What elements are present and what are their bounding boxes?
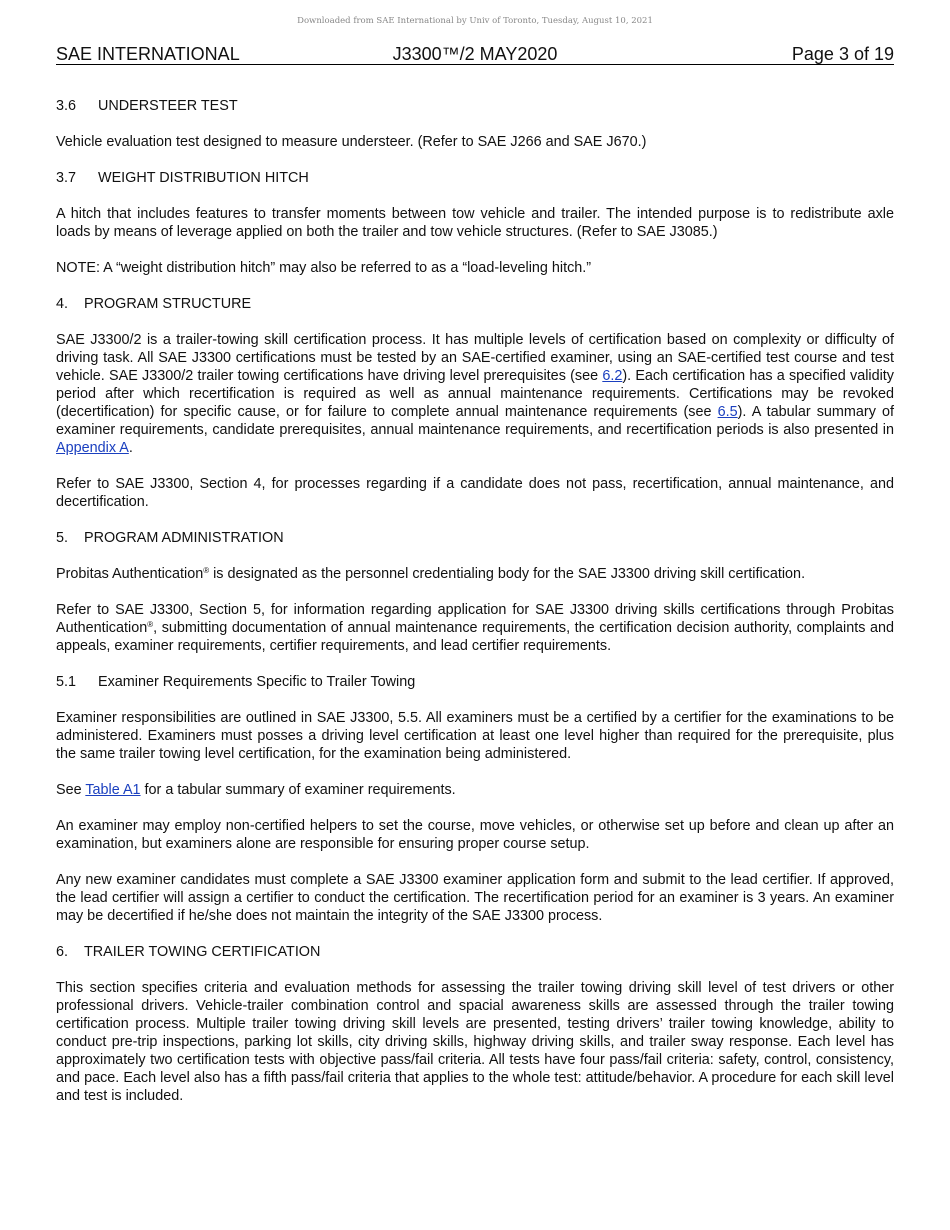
text-run: is designated as the personnel credentialing body for the SAE J3300 driving skill certification. bbox=[209, 566, 806, 582]
section-6-heading bbox=[56, 943, 894, 961]
page-number: Page 3 of 19 bbox=[791, 44, 894, 64]
section-number: 5.1 bbox=[56, 674, 77, 690]
section-number: 5. bbox=[56, 530, 69, 546]
registered-mark: ® bbox=[147, 620, 154, 629]
section-title: TRAILER TOWING CERTIFICATION bbox=[84, 944, 321, 960]
link-section-6-5[interactable]: 6.5 bbox=[717, 404, 738, 420]
text-run: Refer to SAE J3300, Section 5, for information regarding application for SAE J3300 driving skills certifications through Probitas Authentication bbox=[56, 602, 894, 636]
text-run: for a tabular summary of examiner requirements. bbox=[140, 782, 456, 798]
section-title: Examiner Requirements Specific to Trailer Towing bbox=[98, 674, 416, 690]
link-appendix-a[interactable]: Appendix A bbox=[56, 440, 129, 456]
section-number: 3.7 bbox=[56, 170, 77, 186]
section-title: WEIGHT DISTRIBUTION HITCH bbox=[98, 170, 309, 186]
section-4-paragraph-2: Refer to SAE J3300, Section 4, for processes regarding if a candidate does not pass, recertification, annual maintenance, and decertification. bbox=[56, 476, 894, 510]
text-run: , submitting documentation of annual maintenance requirements, the certification decision authority, complaints and appeals, examiner requirements, certifier requirements, and lead certifier requirements. bbox=[56, 620, 894, 654]
registered-mark: ® bbox=[203, 566, 210, 575]
organization-name: SAE INTERNATIONAL bbox=[56, 44, 240, 64]
section-4-heading bbox=[56, 295, 894, 313]
section-5-paragraph-2 bbox=[56, 601, 894, 655]
document-id: J3300™/2 MAY2020 bbox=[392, 44, 558, 64]
download-watermark: Downloaded from SAE International by Univ of Toronto, Tuesday, August 10, 2021 bbox=[297, 16, 653, 26]
section-title: PROGRAM ADMINISTRATION bbox=[84, 530, 284, 546]
text-run: SAE J3300/2 is a trailer-towing skill certification process. It has multiple levels of certification based on complexity or difficulty of driving task. All SAE J3300 certifications must be tested by an SAE-certified examiner, using an SAE-certified test course and test vehicle. SAE J3300/2 trailer towing certifications have driving level prerequisites (see bbox=[56, 332, 894, 384]
section-number: 6. bbox=[56, 944, 69, 960]
section-5-1-paragraph-2 bbox=[56, 781, 894, 799]
section-number: 4. bbox=[56, 296, 69, 312]
text-run: . bbox=[128, 440, 133, 456]
section-5-1-paragraph-1: Examiner responsibilities are outlined in SAE J3300, 5.5. All examiners must be a certified by a certifier for the examinations to be administered. Examiners must posses a driving level certification at least one level higher than required for the prerequisite, plus the same trailer towing level certification, for the examination being administered. bbox=[56, 710, 894, 762]
section-3-7-heading bbox=[56, 169, 894, 187]
link-table-a1[interactable]: Table A1 bbox=[85, 782, 141, 798]
section-5-1-paragraph-3: An examiner may employ non-certified helpers to set the course, move vehicles, or otherwise set up before and clean up after an examination, but examiners alone are responsible for ensuring proper course setup. bbox=[56, 818, 894, 852]
section-3-7-note: NOTE: A “weight distribution hitch” may also be referred to as a “load-leveling hitch.” bbox=[56, 260, 592, 276]
section-5-1-heading bbox=[56, 673, 894, 691]
text-run: Probitas Authentication bbox=[56, 566, 204, 582]
document-body bbox=[56, 97, 894, 1123]
section-3-6-paragraph: Vehicle evaluation test designed to measure understeer. (Refer to SAE J266 and SAE J670.) bbox=[56, 134, 647, 150]
text-run: ). A tabular summary of examiner requirements, candidate prerequisites, annual maintenance requirements, and recertification periods is also presented in bbox=[56, 404, 894, 438]
text-run: See bbox=[56, 782, 86, 798]
section-5-paragraph-1 bbox=[56, 565, 894, 583]
section-title: PROGRAM STRUCTURE bbox=[84, 296, 252, 312]
section-5-1-paragraph-4: Any new examiner candidates must complete a SAE J3300 examiner application form and submit to the lead certifier. If approved, the lead certifier will assign a certifier to conduct the certification. The recertification period for an examiner is 3 years. An examiner may be decertified if he/she does not maintain the integrity of the SAE J3300 process. bbox=[56, 872, 894, 924]
text-run: ). Each certification has a specified validity period after which recertification is required as well as annual maintenance requirements. Certifications may be revoked (decertification) for specific cause, or for failure to complete annual maintenance requirements (see bbox=[56, 368, 894, 420]
section-number: 3.6 bbox=[56, 98, 77, 114]
section-4-paragraph-1 bbox=[56, 331, 894, 457]
section-3-7-paragraph: A hitch that includes features to transfer moments between tow vehicle and trailer. The intended purpose is to redistribute axle loads by means of leverage applied on both the trailer and tow vehicle structures. (Refer to SAE J3085.) bbox=[56, 206, 894, 240]
link-section-6-2[interactable]: 6.2 bbox=[602, 368, 623, 384]
section-3-6-heading bbox=[56, 97, 894, 115]
page-header bbox=[56, 44, 894, 65]
section-5-heading bbox=[56, 529, 894, 547]
section-title: UNDERSTEER TEST bbox=[98, 98, 238, 114]
section-6-paragraph-1: This section specifies criteria and evaluation methods for assessing the trailer towing driving skill level of test drivers or other professional drivers. Vehicle-trailer combination control and spacial awareness skills are assessed through the trailer towing certification process. Multiple trailer towing driving skill levels are presented, testing drivers’ trailer towing knowledge, ability to conduct pre-trip inspections, parking lot skills, city driving skills, highway driving skills, and trailer sway response. Each level has approximately two certification tests with objective pass/fail criteria. All tests have four pass/fail criteria: safety, control, consistency, and pace. Each level also has a fifth pass/fail criteria that applies to the whole test: attitude/behavior. A procedure for each skill level and test is included. bbox=[56, 980, 894, 1104]
